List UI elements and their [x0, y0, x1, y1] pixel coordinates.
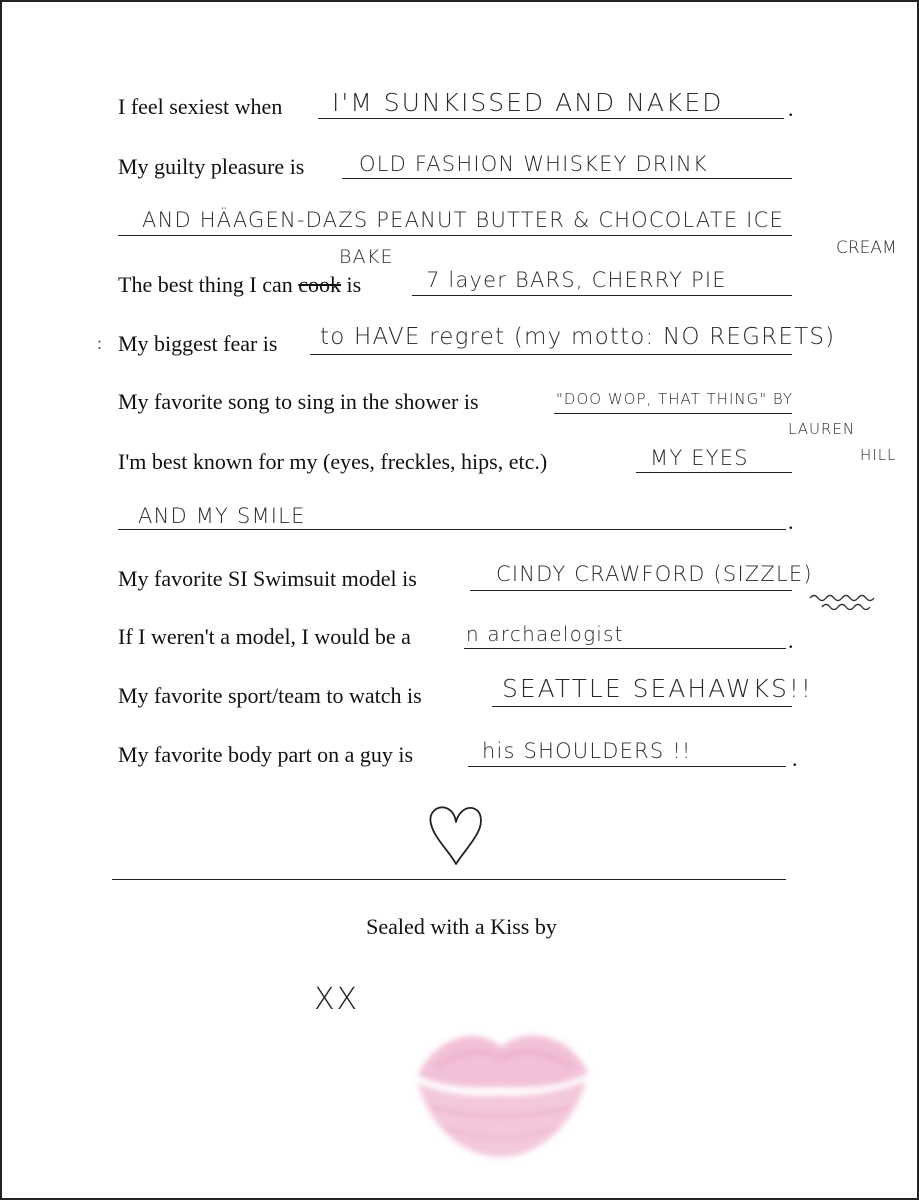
answer-guilty-pleasure-cont: AND HÄAGEN-DAZS PEANUT BUTTER & CHOCOLATE ICE	[142, 208, 784, 232]
struck-word-cook: cook	[298, 272, 341, 297]
answer-shower-song-cont: LAUREN	[788, 420, 856, 438]
prompt-sexiest: I feel sexiest when	[118, 94, 283, 119]
answer-best-known: MY EYES	[650, 446, 749, 470]
prompt-swimsuit-model: My favorite SI Swimsuit model is	[118, 566, 417, 591]
period: .	[788, 628, 794, 653]
answer-line	[342, 178, 792, 179]
period: .	[792, 746, 798, 771]
answer-line	[412, 295, 792, 296]
prompt-shower-song: My favorite song to sing in the shower is	[118, 389, 479, 414]
signature-line	[112, 879, 786, 880]
answer-line	[118, 529, 786, 530]
answer-line	[318, 118, 784, 119]
answer-shower-song: "DOO WOP, THAT THING" BY	[556, 390, 794, 408]
answer-biggest-fear: to HAVE regret (my motto: NO REGRETS)	[320, 324, 836, 350]
prompt-best-thing	[118, 272, 361, 298]
answer-sport-team: SEATTLE SEAHAWKS!!	[502, 674, 813, 703]
answer-best-known-cont: AND MY SMILE	[138, 504, 306, 528]
answer-line	[310, 354, 792, 355]
answer-best-thing: 7 layer BARS, CHERRY PIE	[426, 268, 727, 292]
prompt-biggest-fear: My biggest fear is	[118, 331, 278, 356]
answer-if-not-model: n archaelogist	[466, 622, 624, 646]
answer-line	[118, 235, 792, 236]
sealed-with-kiss-label: Sealed with a Kiss by	[366, 914, 557, 939]
squiggle-underline-icon	[808, 592, 880, 612]
prompt-guilty-pleasure: My guilty pleasure is	[118, 154, 305, 179]
signature-xx: XX	[314, 982, 360, 1017]
prompt-best-known: I'm best known for my (eyes, freckles, hips, etc.)	[118, 449, 548, 474]
margin-mark: :	[97, 333, 103, 353]
answer-line	[468, 766, 786, 767]
period: .	[788, 96, 794, 121]
answer-body-part: his SHOULDERS !!	[482, 739, 692, 763]
correction-bake: BAKE	[339, 246, 394, 268]
heart-doodle-icon	[426, 802, 486, 868]
prompt-sport-team: My favorite sport/team to watch is	[118, 683, 422, 708]
lipstick-kiss-icon	[406, 1007, 596, 1167]
answer-line	[464, 648, 786, 649]
answer-guilty-pleasure: OLD FASHION WHISKEY DRINK	[359, 152, 708, 176]
answer-line	[636, 472, 792, 473]
answer-line	[470, 590, 792, 591]
answer-swimsuit-model: CINDY CRAWFORD (SIZZLE)	[496, 562, 813, 586]
answer-line	[492, 706, 792, 707]
period: .	[788, 509, 794, 534]
answer-sexiest: I'M SUNKISSED AND NAKED	[332, 88, 724, 117]
answer-shower-song-cont2: HILL	[860, 446, 897, 464]
prompt-best-thing-b: is	[346, 272, 362, 297]
prompt-best-thing-a: The best thing I can	[118, 272, 293, 297]
prompt-if-not-model: If I weren't a model, I would be a	[118, 624, 411, 649]
prompt-body-part: My favorite body part on a guy is	[118, 742, 414, 767]
answer-line	[554, 413, 792, 414]
answer-guilty-pleasure-cont2: CREAM	[836, 238, 897, 258]
